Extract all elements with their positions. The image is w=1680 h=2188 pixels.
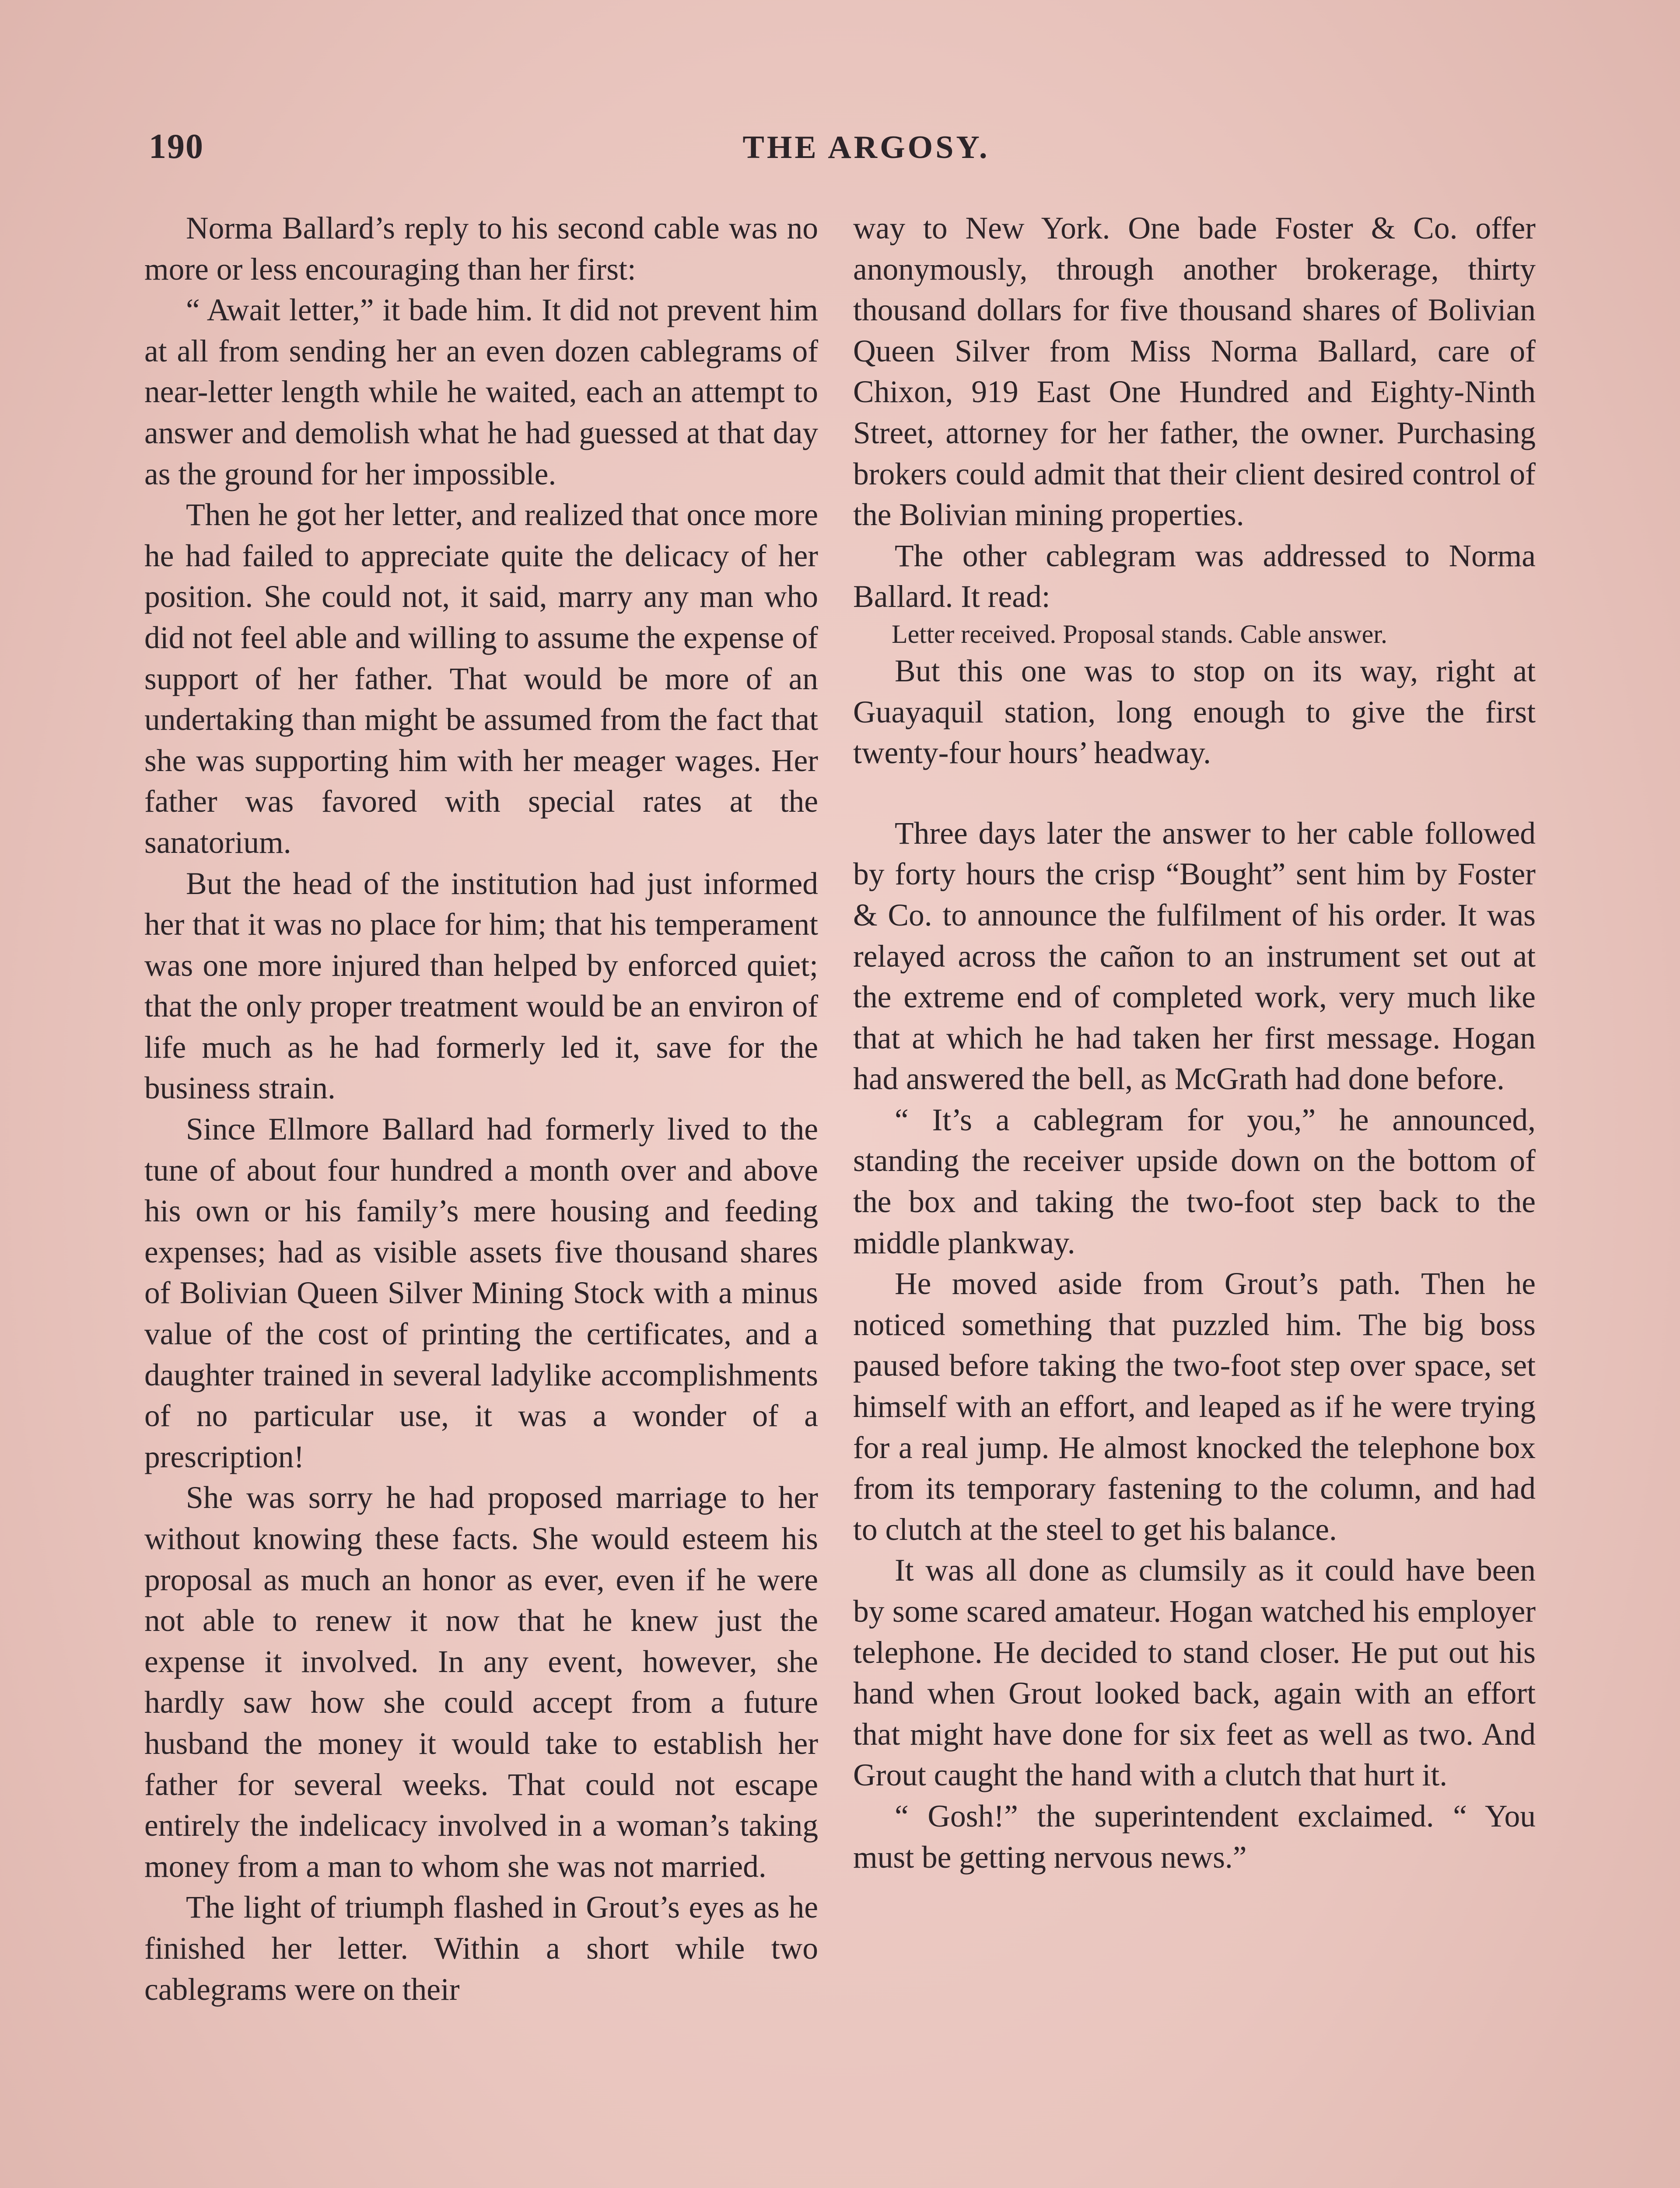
left-column	[144, 208, 818, 2010]
page-number: 190	[149, 127, 204, 166]
paragraph: Norma Ballard’s reply to his second cable was no more or less encouraging than her first:	[144, 211, 818, 287]
paragraph: “ Await letter,” it bade him. It did not prevent him at all from sending her an even dozen cablegrams of near-letter length while he waited, each an attempt to answer and demolish what he had guessed at that day as the ground for her impossible.	[144, 293, 818, 491]
paragraph: “ It’s a cablegram for you,” he announced, standing the receiver upside down on the bottom of the box and taking the two-foot step back to the middle plankway.	[853, 1102, 1536, 1260]
paragraph: Three days later the answer to her cable followed by forty hours the crisp “Bought” sent him by Foster & Co. to announce the fulfilment of his order. It was relayed across the cañon to an instrument set out at the extreme end of completed work, very much like that at which he had taken her first message. Hogan had answered the bell, as McGrath had done before.	[853, 816, 1536, 1097]
paragraph: He moved aside from Grout’s path. Then he noticed something that puzzled him. The big boss paused before taking the two-foot step over space, set himself with an effort, and leaped as if he were trying for a real jump. He almost knocked the telephone box from its temporary fastening to the column, and had to clutch at the steel to get his balance.	[853, 1266, 1536, 1547]
paragraph: Since Ellmore Ballard had formerly lived to the tune of about four hundred a month over and above his own or his family’s mere housing and feeding expenses; had as visible assets five thousand shares of Bolivian Queen Silver Mining Stock with a minus value of the cost of printing the certificates, and a daughter trained in several ladylike accomplishments of no particular use, it was a wonder of a prescription!	[144, 1112, 818, 1474]
paragraph: But this one was to stop on its way, right at Guayaquil station, long enough to give the first twenty-four hours’ headway.	[853, 653, 1536, 771]
paragraph: It was all done as clumsily as it could have been by some scared amateur. Hogan watched his employer telephone. He decided to stand closer. He put out his hand when Grout looked back, again with an effort that might have done for six feet as well as two. And Grout caught the hand with a clutch that hurt it.	[853, 1553, 1536, 1793]
paragraph: Then he got her letter, and realized that once more he had failed to appreciate quite the delicacy of her position. She could not, it said, marry any man who did not feel able and willing to assume the expense of support of her father. That would be more of an undertaking than might be assumed from the fact that she was supporting him with her meager wages. Her father was favored with special rates at the sanatorium.	[144, 498, 818, 860]
running-head: THE ARGOSY.	[742, 130, 990, 165]
right-column	[853, 208, 1536, 1878]
paragraph: The light of triumph flashed in Grout’s eyes as he finished her letter. Within a short while two cablegrams were on their	[144, 1890, 818, 2007]
paragraph: But the head of the institution had just informed her that it was no place for him; that his temperament was one more injured than helped by enforced quiet; that the only proper treatment would be an environ of life much as he had formerly led it, save for the business strain.	[144, 866, 818, 1106]
paragraph: The other cablegram was addressed to Norma Ballard. It read:	[853, 538, 1536, 614]
cablegram-text: Letter received. Proposal stands. Cable answer.	[892, 619, 1387, 649]
paragraph: She was sorry he had proposed marriage to her without knowing these facts. She would esteem his proposal as much an honor as ever, even if he were not able to renew it now that he knew just the expense it involved. In any event, however, she hardly saw how she could accept from a future husband the money it would take to establish her father for several weeks. That could not escape entirely the indelicacy involved in a woman’s taking money from a man to whom she was not married.	[144, 1480, 818, 1884]
paragraph: way to New York. One bade Foster & Co. offer anonymously, through another brokerage, thirty thousand dollars for five thousand shares of Bolivian Queen Silver from Miss Norma Ballard, care of Chixon, 919 East One Hundred and Eighty-Ninth Street, attorney for her father, the owner. Purchasing brokers could admit that their client desired control of the Bolivian mining properties.	[853, 211, 1536, 533]
paragraph: “ Gosh!” the superintendent exclaimed. “ You must be getting nervous news.”	[853, 1799, 1536, 1875]
